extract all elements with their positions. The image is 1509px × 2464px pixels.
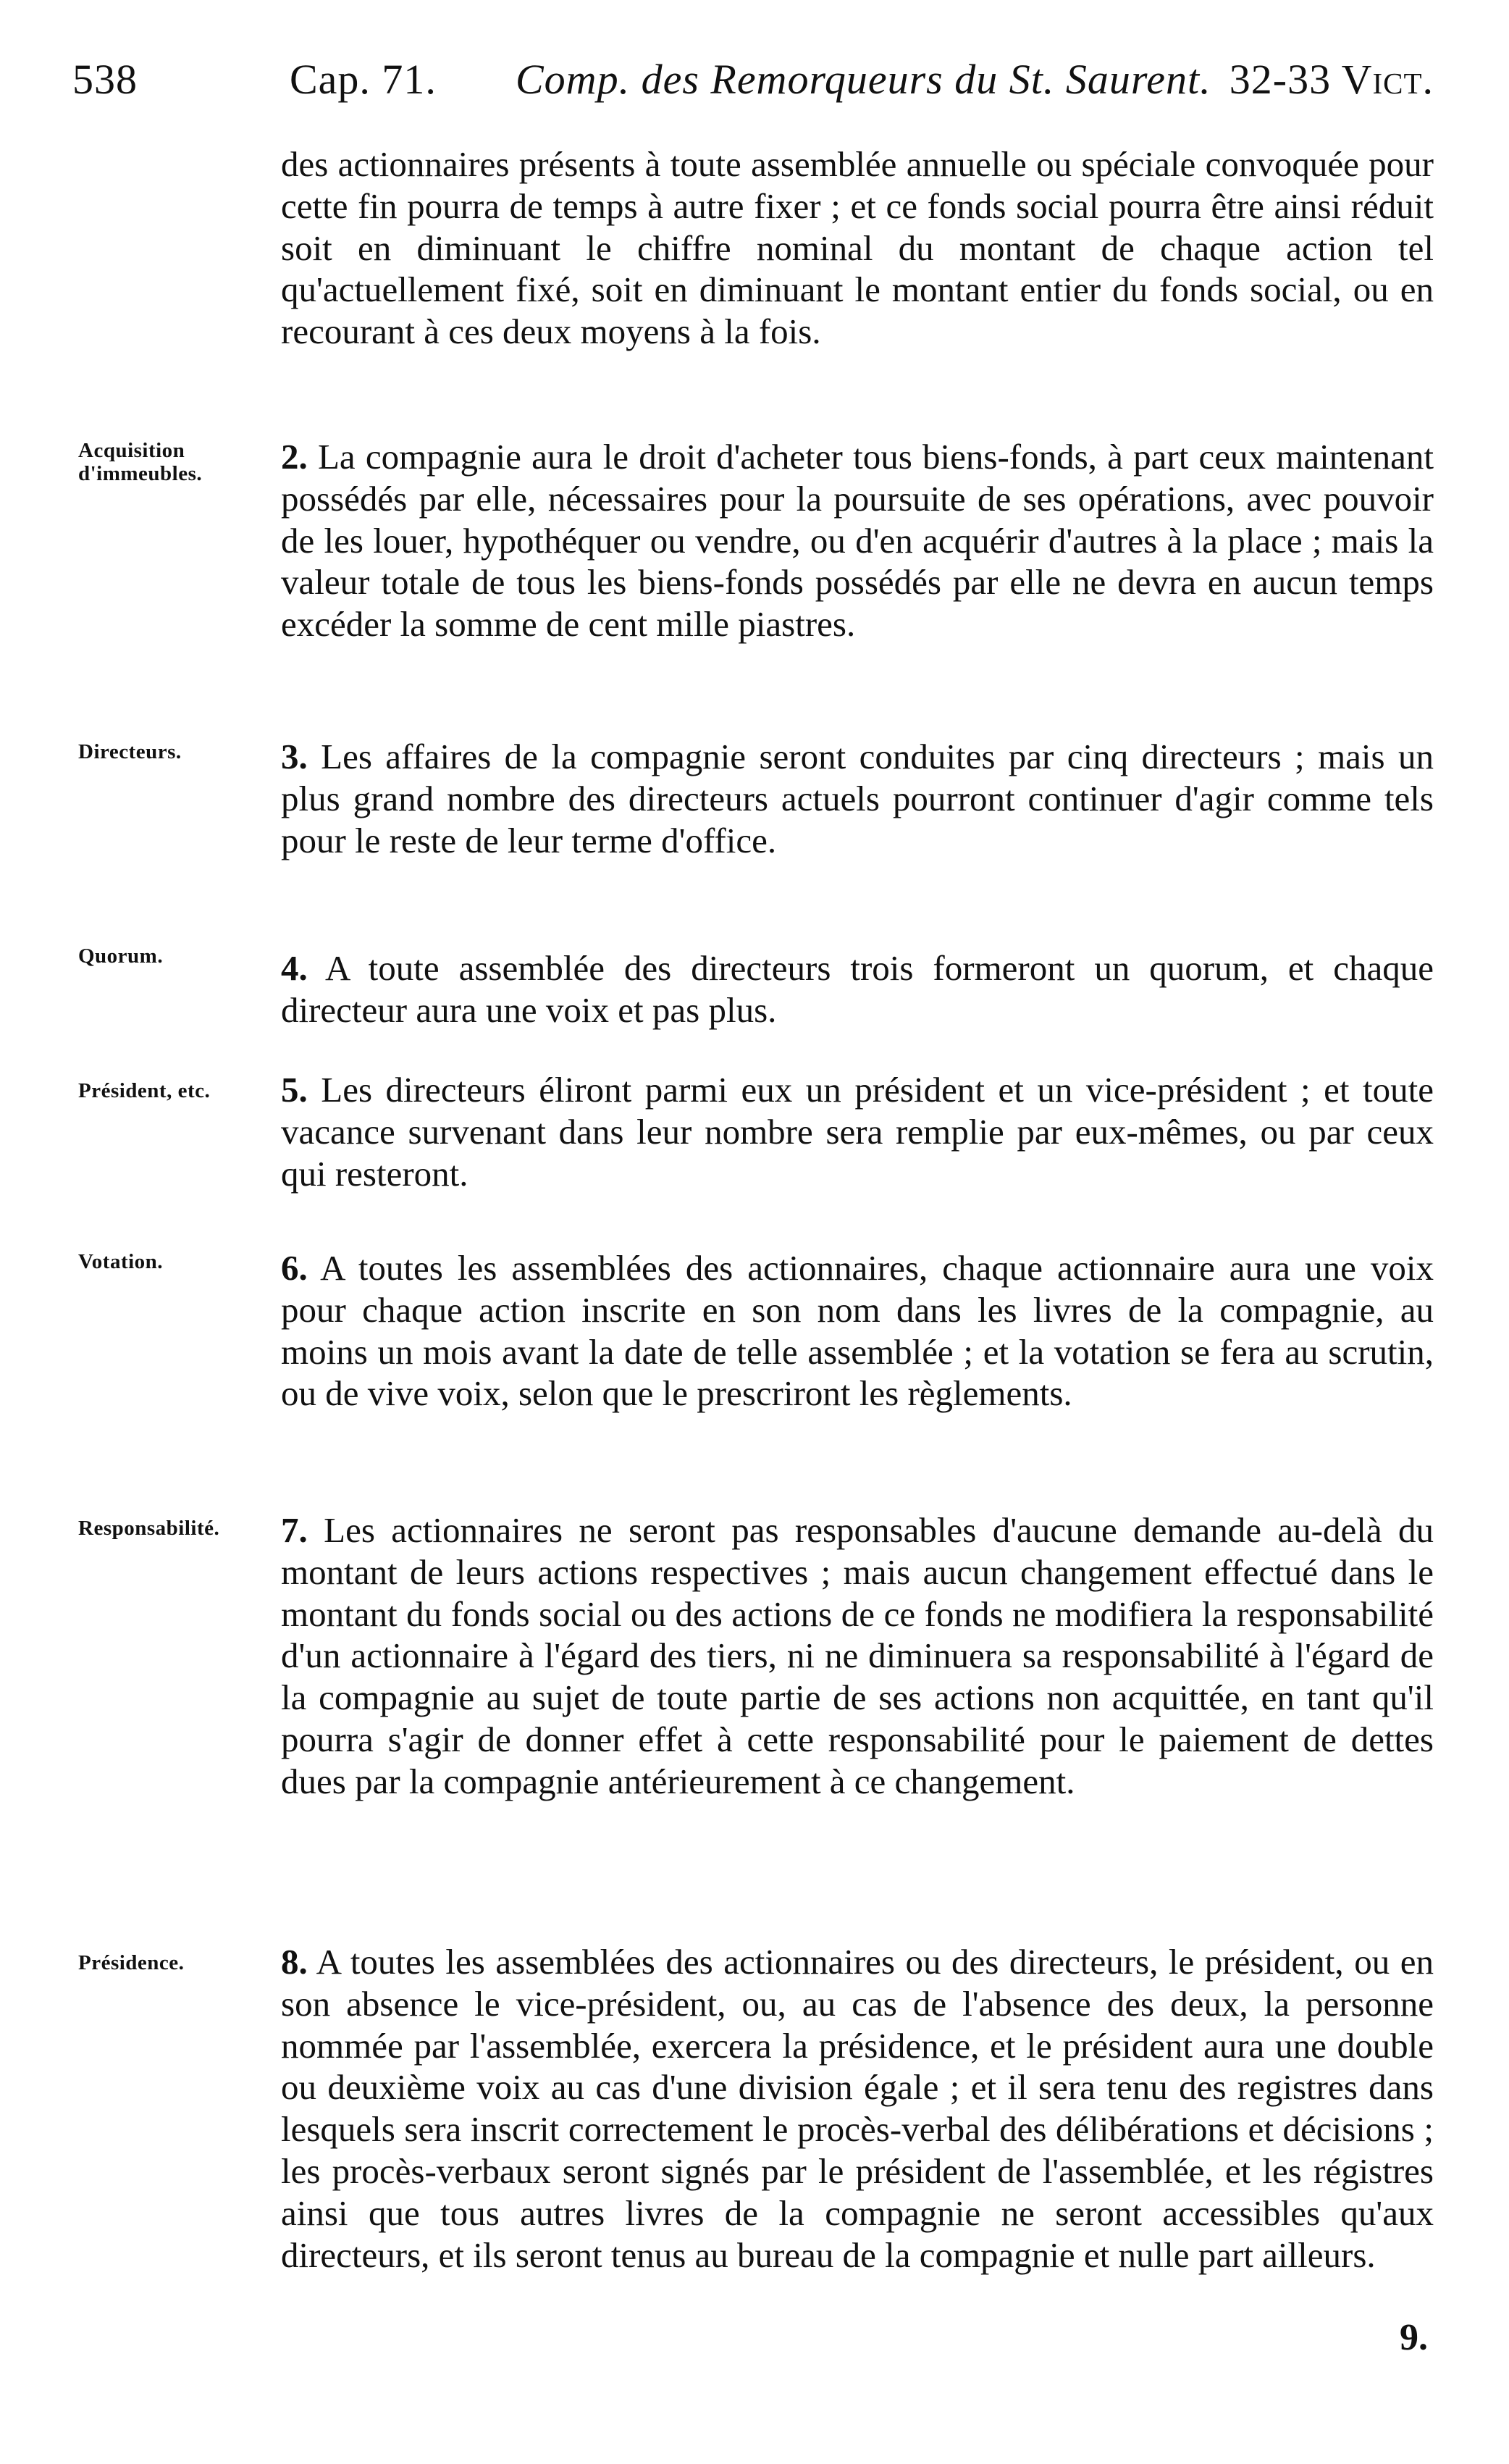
section-number: 7. <box>281 1510 308 1550</box>
section-text: Les actionnaires ne seront pas responsables d'aucune demande au-delà du montant de leurs actions respectives ; mais aucun changement effectué dans le montant du fonds social ou des actions de ce fonds ne modifiera la responsabilité d'un actionnaire à l'égard des tiers, ni ne diminuera sa responsabilité à l'égard de la compagnie au sujet de toute partie de ses actions non acquittée, en tant qu'il pourra s'agir de donner effet à cette responsabilité pour le paiement de dettes dues par la compagnie antérieurement à ce changement. <box>281 1510 1434 1801</box>
section-text: A toutes les assemblées des actionnaires, chaque actionnaire aura une voix pour chaque action inscrite en son nom dans les livres de la compagnie, au moins un mois avant la date de telle assemblée ; et la votation se fera au scrutin, ou de vive voix, selon que le prescriront les règlements. <box>281 1248 1434 1414</box>
section-continuation <box>281 143 1434 353</box>
regnal-year: 32-33 Vict. <box>1229 56 1434 103</box>
margin-note-acquisition: Acquisition d'immeubles. <box>78 439 203 485</box>
section-2 <box>281 436 1434 645</box>
section-6 <box>281 1247 1434 1415</box>
section-number: 3. <box>281 737 308 776</box>
section-3 <box>281 736 1434 861</box>
running-title: Comp. des Remorqueurs du St. Saurent. <box>516 56 1211 103</box>
section-number: 2. <box>281 437 308 477</box>
page-header <box>72 51 1434 109</box>
section-text: La compagnie aura le droit d'acheter tous biens-fonds, à part ceux maintenant possédés par elle, nécessaires pour la poursuite de ses opérations, avec pouvoir de les louer, hypothéquer ou vendre, ou d'en acquérir d'autres à la place ; mais la valeur totale de tous les biens-fonds possédés par elle ne devra en aucun temps excéder la somme de cent mille piastres. <box>281 437 1434 645</box>
section-number: 6. <box>281 1248 308 1288</box>
margin-note-quorum: Quorum. <box>78 944 164 968</box>
section-7 <box>281 1509 1434 1803</box>
section-4 <box>281 947 1434 1031</box>
section-8 <box>281 1941 1434 2276</box>
margin-note-president: Président, etc. <box>78 1079 211 1102</box>
section-text: Les directeurs éliront parmi eux un président et un vice-président ; et toute vacance survenant dans leur nombre sera remplie par eux-mêmes, ou par ceux qui resteront. <box>281 1070 1434 1194</box>
margin-note-votation: Votation. <box>78 1250 164 1273</box>
section-text: des actionnaires présents à toute assemblée annuelle ou spéciale convoquée pour cette fin pourra de temps à autre fixer ; et ce fonds social pourra être ainsi réduit soit en diminuant le chiffre nominal du montant de chaque action tel qu'actuellement fixé, soit en diminuant le montant entier du fonds social, ou en recourant à ces deux moyens à la fois. <box>281 144 1434 352</box>
page-number: 538 <box>72 56 138 103</box>
chapter-label: Cap. 71. <box>290 56 437 103</box>
section-text: A toute assemblée des directeurs trois formeront un quorum, et chaque directeur aura une voix et pas plus. <box>281 948 1434 1030</box>
section-5 <box>281 1069 1434 1194</box>
section-number: 5. <box>281 1070 308 1110</box>
catchword: 9. <box>1400 2317 1428 2358</box>
margin-note-directeurs: Directeurs. <box>78 740 182 763</box>
section-text: Les affaires de la compagnie seront conduites par cinq directeurs ; mais un plus grand nombre des directeurs actuels pourront continuer d'agir comme tels pour le reste de leur terme d'office. <box>281 737 1434 860</box>
margin-note-responsabilite: Responsabilité. <box>78 1517 220 1540</box>
section-number: 8. <box>281 1942 308 1982</box>
margin-note-presidence: Présidence. <box>78 1951 185 1974</box>
section-text: A toutes les assemblées des actionnaires ou des directeurs, le président, ou en son absence le vice-président, ou, au cas de l'absence des deux, la personne nommée par l'assemblée, exercera la présidence, et le président aura une double ou deuxième voix au cas d'une division égale ; et il sera tenu des registres dans lesquels sera inscrit correctement le procès-verbal des délibérations et décisions ; les procès-verbaux seront signés par le président de l'assemblée, et les régistres ainsi que tous autres livres de la compagnie ne seront accessibles qu'aux directeurs, et ils seront tenus au bureau de la compagnie et nulle part ailleurs. <box>281 1942 1434 2275</box>
section-number: 4. <box>281 948 308 988</box>
